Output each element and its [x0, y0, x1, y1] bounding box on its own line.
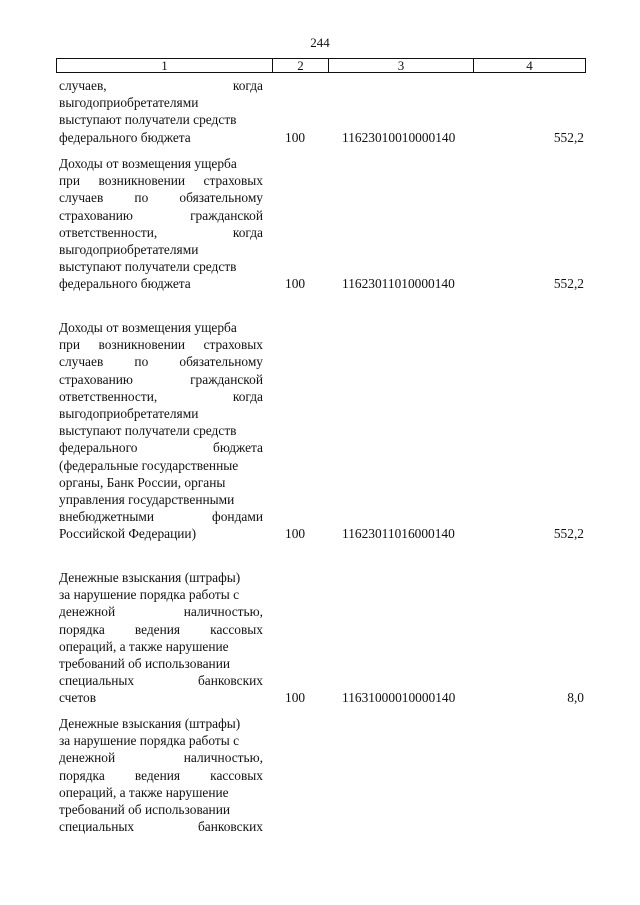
- row-code-column-2: 100: [285, 129, 306, 145]
- description-line: выгодоприобретателями: [59, 241, 199, 257]
- row-code-column-2: 100: [285, 690, 306, 706]
- description-line: специальных банковских: [59, 673, 263, 689]
- description-line: выгодоприобретателями: [59, 405, 199, 421]
- description-line: выступают получатели средств: [59, 423, 237, 439]
- description-line: страхованию гражданской: [59, 371, 263, 387]
- description-line: Доходы от возмещения ущерба: [59, 156, 237, 171]
- description-line: управления государственными: [59, 491, 235, 507]
- description-line: операций, а также нарушение: [59, 784, 229, 800]
- page-number: 244: [310, 35, 330, 50]
- description-line: федерального бюджета: [59, 129, 191, 145]
- description-line: Доходы от возмещения ущерба: [59, 320, 237, 335]
- description-line: при возникновении страховых: [59, 173, 263, 189]
- description-line: Российской Федерации): [59, 526, 197, 542]
- row-code-column-3: 11623010010000140: [342, 129, 456, 145]
- row-code-column-3: 11631000010000140: [342, 690, 456, 706]
- description-line: Денежные взыскания (штрафы): [59, 716, 241, 731]
- description-line: операций, а также нарушение: [59, 638, 229, 654]
- description-line: денежной наличностью,: [59, 604, 263, 620]
- description-line: за нарушение порядка работы с: [59, 587, 240, 603]
- description-line: органы, Банк России, органы: [59, 474, 226, 490]
- description-line: за нарушение порядка работы с: [59, 733, 240, 749]
- description-line: выступают получатели средств: [59, 259, 237, 275]
- description-line: специальных банковских: [59, 819, 263, 835]
- table-header: [56, 58, 586, 73]
- description-line: требований об использовании: [59, 801, 231, 817]
- row-description: [59, 715, 263, 835]
- description-line: Денежные взыскания (штрафы): [59, 570, 241, 585]
- description-line: федерального бюджета: [59, 440, 263, 456]
- description-line: случаев по обязательному: [59, 354, 263, 370]
- description-line: внебюджетными фондами: [59, 509, 263, 525]
- row-description: [59, 155, 263, 293]
- row-code-column-3: 11623011010000140: [342, 276, 455, 292]
- column-header-1: 1: [57, 59, 273, 72]
- description-line: ответственности, когда: [59, 224, 263, 240]
- description-line: выгодоприобретателями: [59, 95, 199, 111]
- column-header-4: 4: [526, 58, 533, 73]
- description-line: федерального бюджета: [59, 276, 191, 292]
- description-line: при возникновении страховых: [59, 337, 263, 353]
- row-amount: 552,2: [553, 276, 584, 292]
- description-line: денежной наличностью,: [59, 750, 263, 766]
- description-line: порядка ведения кассовых: [59, 621, 263, 637]
- description-line: страхованию гражданской: [59, 207, 263, 223]
- row-code-column-2: 100: [285, 276, 306, 292]
- description-line: ответственности, когда: [59, 388, 263, 404]
- column-header-2: 2: [273, 59, 329, 72]
- column-header-3: 3: [329, 59, 474, 72]
- row-description: [59, 77, 263, 146]
- description-line: выступают получатели средств: [59, 112, 237, 128]
- description-line: порядка ведения кассовых: [59, 767, 263, 783]
- row-code-column-3: 11623011016000140: [342, 526, 455, 542]
- description-line: случаев по обязательному: [59, 190, 263, 206]
- row-amount: 552,2: [553, 526, 584, 542]
- row-description: [59, 319, 263, 542]
- row-description: [59, 569, 263, 707]
- row-amount: 552,2: [553, 129, 584, 145]
- description-line: счетов: [59, 690, 97, 706]
- row-amount: 8,0: [567, 690, 584, 706]
- description-line: случаев, когда: [59, 78, 263, 93]
- description-line: (федеральные государственные: [59, 457, 239, 473]
- row-code-column-2: 100: [285, 526, 306, 542]
- description-line: требований об использовании: [59, 655, 231, 671]
